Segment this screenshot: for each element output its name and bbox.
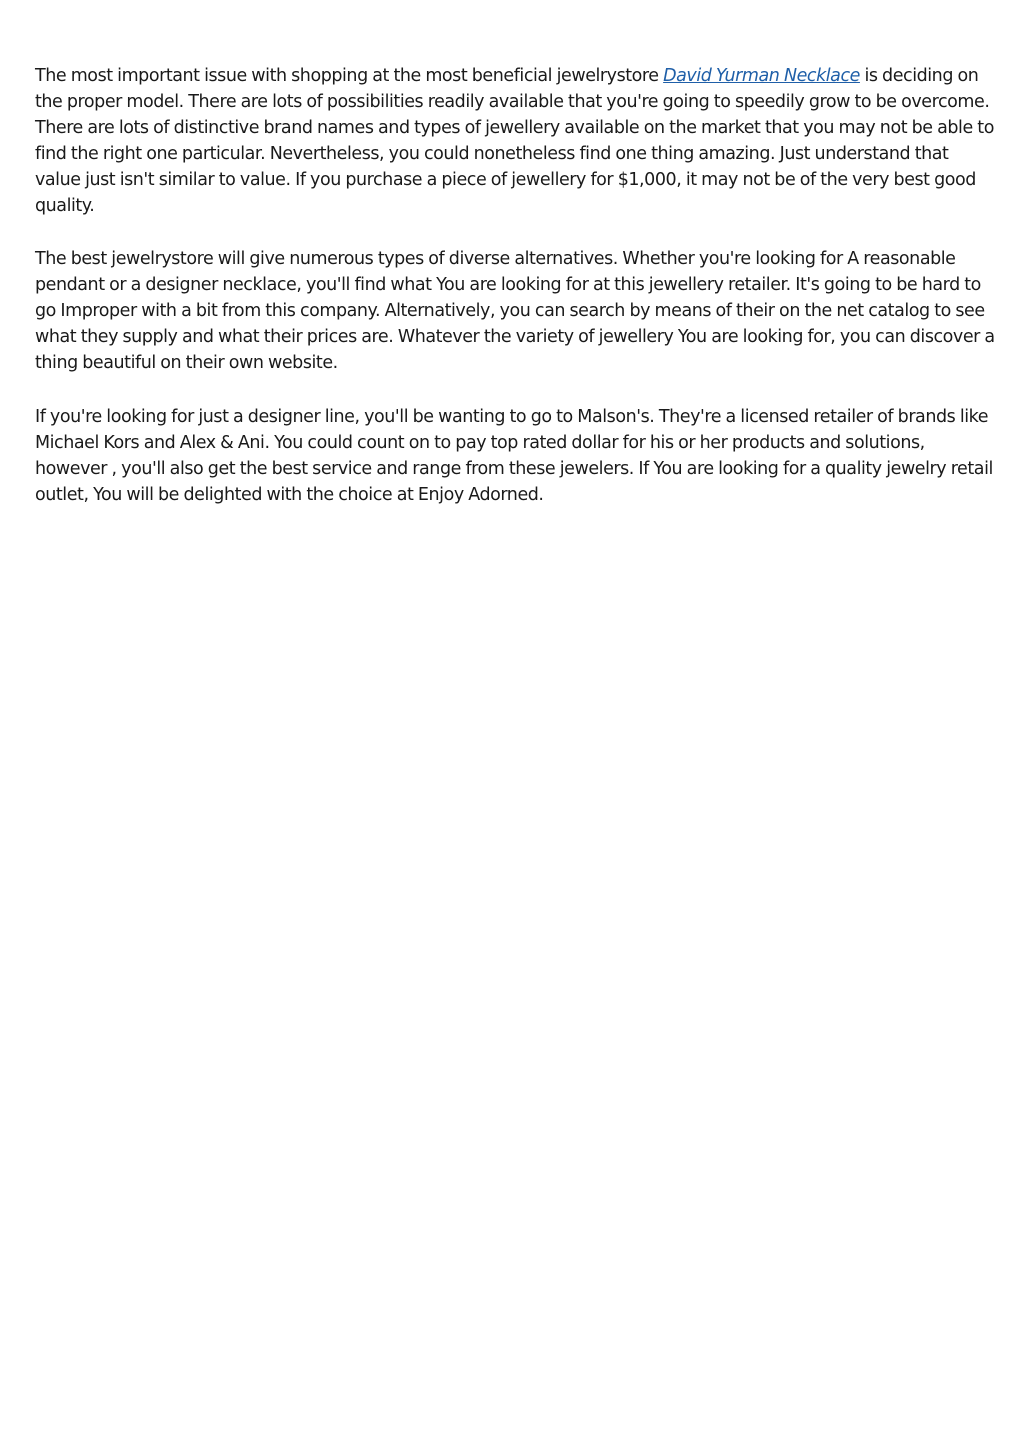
david-yurman-necklace-link[interactable]: David Yurman Necklace <box>663 66 860 86</box>
document-body <box>35 64 995 537</box>
paragraph-1 <box>35 64 995 219</box>
paragraph-2: The best jewelrystore will give numerous types of diverse alternatives. Whether you're looking for A reasonable pendant or a designer necklace, you'll find what You are looking for at this jewellery retailer. It's going to be hard to go Improper with a bit from this company. Alternatively, you can search by means of their on the net catalog to see what they supply and what their prices are. Whatever the variety of jewellery You are looking for, you can discover a thing beautiful on their own website. <box>35 249 995 374</box>
paragraph-1-text-end: is deciding on the proper model. There are lots of possibilities readily available that you're going to speedily grow to be overcome. There are lots of distinctive brand names and types of jewellery available on the market that you may not be able to find the right one particular. Nevertheless, you could nonetheless find one thing amazing. Just understand that value just isn't similar to value. If you purchase a piece of jewellery for $1,000, it may not be of the very best good quality. <box>35 66 994 216</box>
paragraph-3: If you're looking for just a designer line, you'll be wanting to go to Malson's. They're a licensed retailer of brands like Michael Kors and Alex & Ani. You could count on to pay top rated dollar for his or her products and solutions, however , you'll also get the best service and range from these jewelers. If You are looking for a quality jewelry retail outlet, You will be delighted with the choice at Enjoy Adorned. <box>35 406 993 505</box>
paragraph-1-text-start: The most important issue with shopping at the most beneficial jewelrystore <box>35 66 664 86</box>
